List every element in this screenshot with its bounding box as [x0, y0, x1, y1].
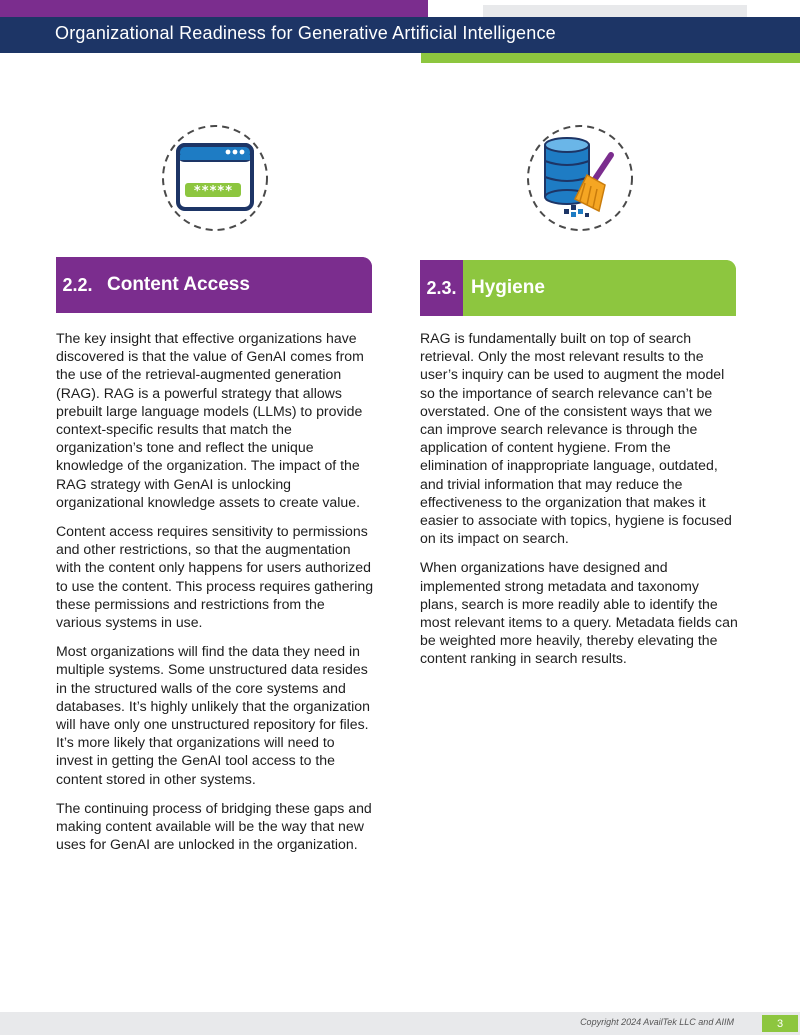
password-browser-icon — [160, 123, 270, 233]
section-title: Content Access — [99, 257, 372, 313]
header-accent-green — [421, 53, 800, 63]
page-title: Organizational Readiness for Generative Artificial Intelligence — [55, 23, 556, 43]
paragraph: When organizations have designed and implemented strong metadata and taxonomy plans, search is more readily able to identify the most relevant items to a query. Metadata fields can be weighted more heavily, thereby elevating the content ranking in search results. — [420, 559, 738, 667]
database-cleaning-brush-icon — [525, 123, 635, 233]
password-mask-text: ***** — [193, 184, 233, 199]
top-accent-gray — [483, 5, 747, 17]
section-number: 2.2. — [56, 257, 99, 313]
paragraph: RAG is fundamentally built on top of search retrieval. Only the most relevant results to the user’s inquiry can be used to augment the model so the importance of search relevance can’t be overstated. One of the consistent ways that we can improve search relevance is through the application of content hygiene. From the elimination of inappropriate language, outdated, and trivial information that may reduce the effectiveness to the organization that makes it easier to associate with topics, hygiene is focused on its impact on search. — [420, 330, 732, 547]
paragraph: The continuing process of bridging these gaps and making content available will be the way that new uses for GenAI are unlocked in the organization. — [56, 799, 372, 853]
header-bar — [0, 17, 800, 53]
paragraph: Most organizations will find the data they need in multiple systems. Some unstructured data resides in the structured walls of the core systems and databases. It’s highly unlikely that the organization will have only one unstructured repository for files. It’s more likely that organizations will need to invest in getting the GenAI tool access to the content stored in other systems. — [56, 643, 370, 787]
section-number: 2.3. — [420, 260, 463, 316]
section-header-content-access — [56, 257, 372, 313]
page-number: 3 — [762, 1015, 798, 1032]
section-title: Hygiene — [463, 260, 736, 316]
paragraph: Content access requires sensitivity to permissions and other restrictions, so that the augmentation with the content only happens for users authorized to use the content. This process requires gathering these permissions and restrictions from the various systems in use. — [56, 523, 374, 631]
footer — [0, 1012, 800, 1035]
section-header-hygiene — [420, 260, 736, 316]
top-accent-purple — [0, 0, 428, 17]
content-access-body — [56, 329, 374, 864]
hygiene-body — [420, 329, 738, 679]
copyright-text: Copyright 2024 AvailTek LLC and AIIM — [580, 1017, 734, 1027]
paragraph: The key insight that effective organizations have discovered is that the value of GenAI comes from the use of the retrieval-augmented generation (RAG). RAG is a powerful strategy that allows prebuilt large language models (LLMs) to provide context-specific results that match the organization’s tone and reflect the unique knowledge of the organization. The impact of the RAG strategy with GenAI is unlocking organizational knowledge assets to create value. — [56, 330, 364, 510]
